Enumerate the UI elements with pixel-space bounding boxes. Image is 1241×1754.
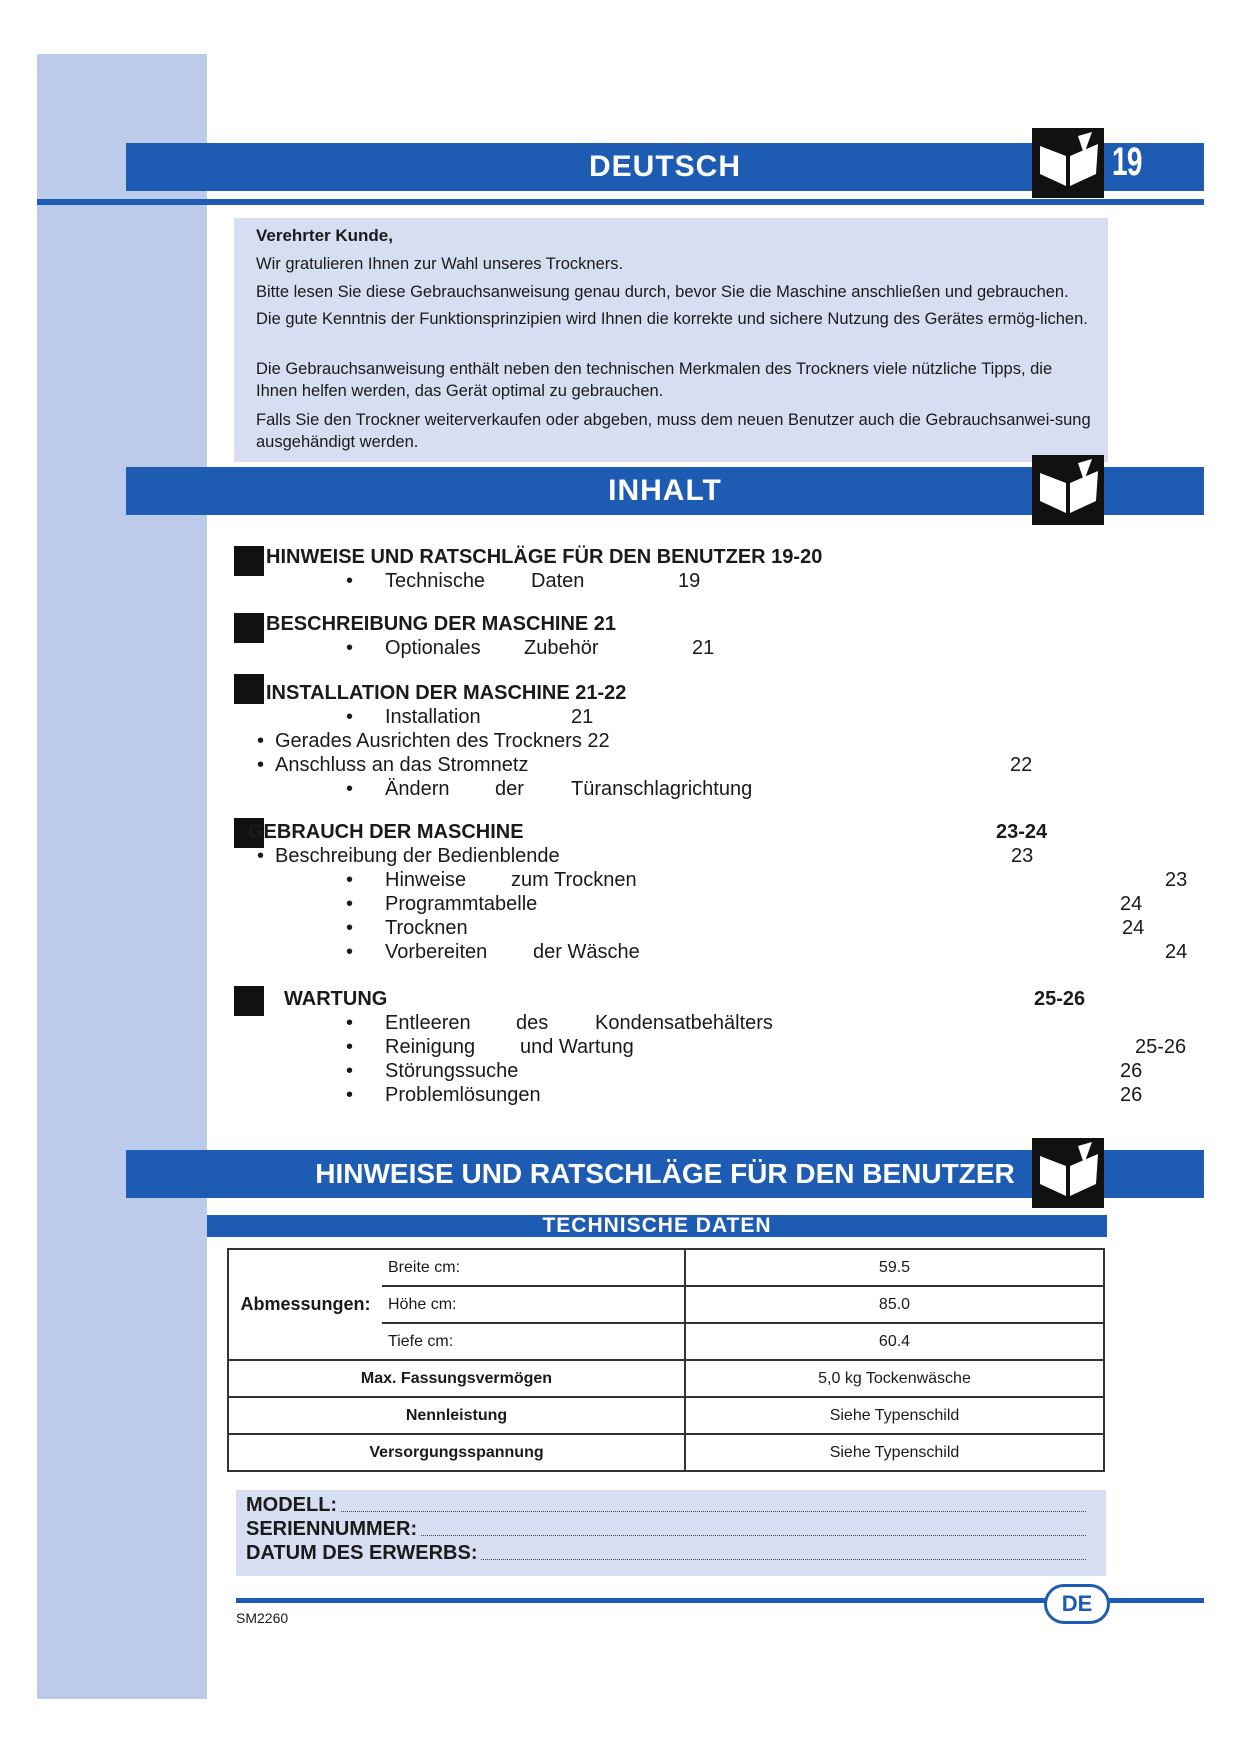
- bullet: •: [346, 637, 354, 659]
- toc-item: Kondensatbehälters: [595, 1012, 773, 1034]
- advice-icon: [234, 546, 264, 576]
- toc-page: 26: [1120, 1060, 1143, 1082]
- bullet: •: [346, 941, 354, 963]
- toc-item: des: [516, 1012, 549, 1034]
- toc-item: der Wäsche: [533, 941, 640, 963]
- serial-field[interactable]: [246, 1518, 1086, 1541]
- purchase-date-field[interactable]: [246, 1542, 1086, 1565]
- bullet: •: [346, 778, 354, 800]
- bullet: •: [257, 730, 265, 752]
- sidebar-strip: [37, 54, 207, 1699]
- model-label: MODELL:: [246, 1494, 338, 1516]
- height-label: Höhe cm:: [382, 1286, 685, 1323]
- toc-heading[interactable]: HINWEISE UND RATSCHLÄGE FÜR DEN BENUTZER 19-20: [266, 546, 823, 568]
- toc-item[interactable]: Optionales: [385, 637, 481, 659]
- power-value: Siehe Typenschild: [685, 1397, 1104, 1434]
- toc-page: 23-24: [996, 821, 1048, 843]
- product-info-panel: [236, 1490, 1106, 1576]
- bullet: •: [346, 1060, 354, 1082]
- toc-page: 21: [571, 706, 594, 728]
- intro-paragraph: Wir gratulieren Ihnen zur Wahl unseres Trockners.: [256, 255, 624, 273]
- contents-title: INHALT: [608, 474, 722, 507]
- toc-page: 19: [678, 570, 701, 592]
- toc-item: der: [495, 778, 524, 800]
- intro-panel: [234, 218, 1108, 462]
- height-value: 85.0: [685, 1286, 1104, 1323]
- bullet: •: [346, 1012, 354, 1034]
- voltage-label: Versorgungsspannung: [228, 1434, 685, 1471]
- advice-title: HINWEISE UND RATSCHLÄGE FÜR DEN BENUTZER: [315, 1158, 1015, 1189]
- power-label: Nennleistung: [228, 1397, 685, 1434]
- book-icon: [1032, 455, 1104, 525]
- toc-item[interactable]: Problemlösungen: [385, 1084, 541, 1106]
- bullet: •: [346, 570, 354, 592]
- bullet: •: [346, 893, 354, 915]
- maintenance-icon: [234, 986, 264, 1016]
- toc-page: 23: [1165, 869, 1188, 891]
- language-badge: DE: [1044, 1584, 1110, 1624]
- toc-item[interactable]: Störungssuche: [385, 1060, 519, 1082]
- capacity-value: 5,0 kg Tockenwäsche: [685, 1360, 1104, 1397]
- serial-line[interactable]: [421, 1535, 1086, 1536]
- toc-item: Türanschlagrichtung: [571, 778, 753, 800]
- toc-item[interactable]: Gerades Ausrichten des Trockners 22: [275, 730, 610, 752]
- toc-item: und Wartung: [520, 1036, 634, 1058]
- model-line[interactable]: [341, 1511, 1086, 1512]
- toc-item: zum Trocknen: [511, 869, 637, 891]
- toc-heading[interactable]: INSTALLATION DER MASCHINE 21-22: [266, 682, 627, 704]
- toc-item[interactable]: Ändern: [385, 778, 450, 800]
- bullet: •: [346, 1036, 354, 1058]
- technical-data-table: [227, 1248, 1105, 1472]
- intro-paragraph: Die gute Kenntnis der Funktionsprinzipien wird Ihnen die korrekte und sichere Nutzung des Gerätes ermög-lichen.: [256, 310, 1088, 328]
- model-field[interactable]: [246, 1494, 1086, 1517]
- toc-page: 25-26: [1034, 988, 1086, 1010]
- toc-item[interactable]: Technische: [385, 570, 486, 592]
- toc-heading[interactable]: GEBRAUCH DER MASCHINE: [248, 821, 524, 843]
- toc-page: 25-26: [1135, 1036, 1187, 1058]
- page-number: 19: [1112, 140, 1142, 184]
- toc-page: 24: [1165, 941, 1188, 963]
- width-value: 59.5: [685, 1249, 1104, 1286]
- bullet: •: [257, 754, 265, 776]
- toc-heading[interactable]: BESCHREIBUNG DER MASCHINE 21: [266, 613, 617, 635]
- document-code: SM2260: [236, 1610, 289, 1626]
- toc-item[interactable]: Hinweise: [385, 869, 467, 891]
- toc-item[interactable]: Beschreibung der Bedienblende: [275, 845, 560, 867]
- bullet: •: [346, 1084, 354, 1106]
- dimensions-label: Abmessungen:: [228, 1249, 382, 1360]
- toc-item: Zubehör: [524, 637, 599, 659]
- toc-page: 26: [1120, 1084, 1143, 1106]
- intro-paragraph: Die Gebrauchsanweisung enthält neben den technischen Merkmalen des Trockners viele nützliche Tipps, die Ihnen helfen werden, das Gerät optimal zu gebrauchen.: [256, 360, 1053, 400]
- depth-value: 60.4: [685, 1323, 1104, 1360]
- intro-paragraph: Bitte lesen Sie diese Gebrauchsanweisung genau durch, bevor Sie die Maschine anschließen und gebrauchen.: [256, 283, 1069, 301]
- header-rule: [37, 199, 1204, 205]
- purchase-date-label: DATUM DES ERWERBS:: [246, 1542, 478, 1564]
- width-label: Breite cm:: [382, 1249, 685, 1286]
- subsection-header: TECHNISCHE DATEN: [207, 1215, 1107, 1237]
- toc-item[interactable]: Installation: [385, 706, 481, 728]
- toc-item[interactable]: Entleeren: [385, 1012, 471, 1034]
- capacity-label: Max. Fassungsvermögen: [228, 1360, 685, 1397]
- toc-page: 23: [1011, 845, 1034, 867]
- toc-page: 24: [1120, 893, 1143, 915]
- toc-item[interactable]: Trocknen: [385, 917, 468, 939]
- book-icon: [1032, 128, 1104, 198]
- bullet: •: [346, 706, 354, 728]
- toc-item[interactable]: Vorbereiten: [385, 941, 488, 963]
- intro-paragraph: Falls Sie den Trockner weiterverkaufen oder abgeben, muss dem neuen Benutzer auch die Gebrauchsanwei-sung ausgehändigt werden.: [256, 411, 1091, 451]
- toc-page: 21: [692, 637, 715, 659]
- toc-page: 22: [1010, 754, 1033, 776]
- toc-item: Daten: [531, 570, 585, 592]
- serial-label: SERIENNUMMER:: [246, 1518, 418, 1540]
- toc-item[interactable]: Programmtabelle: [385, 893, 538, 915]
- depth-label: Tiefe cm:: [382, 1323, 685, 1360]
- bullet: •: [346, 917, 354, 939]
- toc-heading[interactable]: WARTUNG: [284, 988, 388, 1010]
- salutation: Verehrter Kunde,: [256, 226, 393, 245]
- toc-item[interactable]: Reinigung: [385, 1036, 476, 1058]
- machine-icon: [234, 613, 264, 643]
- bullet: •: [346, 869, 354, 891]
- book-icon: [1032, 1138, 1104, 1208]
- bullet: •: [257, 845, 265, 867]
- purchase-date-line[interactable]: [481, 1559, 1086, 1560]
- voltage-value: Siehe Typenschild: [685, 1434, 1104, 1471]
- header-title: DEUTSCH: [588, 150, 741, 183]
- toc-page: 24: [1122, 917, 1145, 939]
- toc-item[interactable]: Anschluss an das Stromnetz: [275, 754, 529, 776]
- installation-icon: [234, 674, 264, 704]
